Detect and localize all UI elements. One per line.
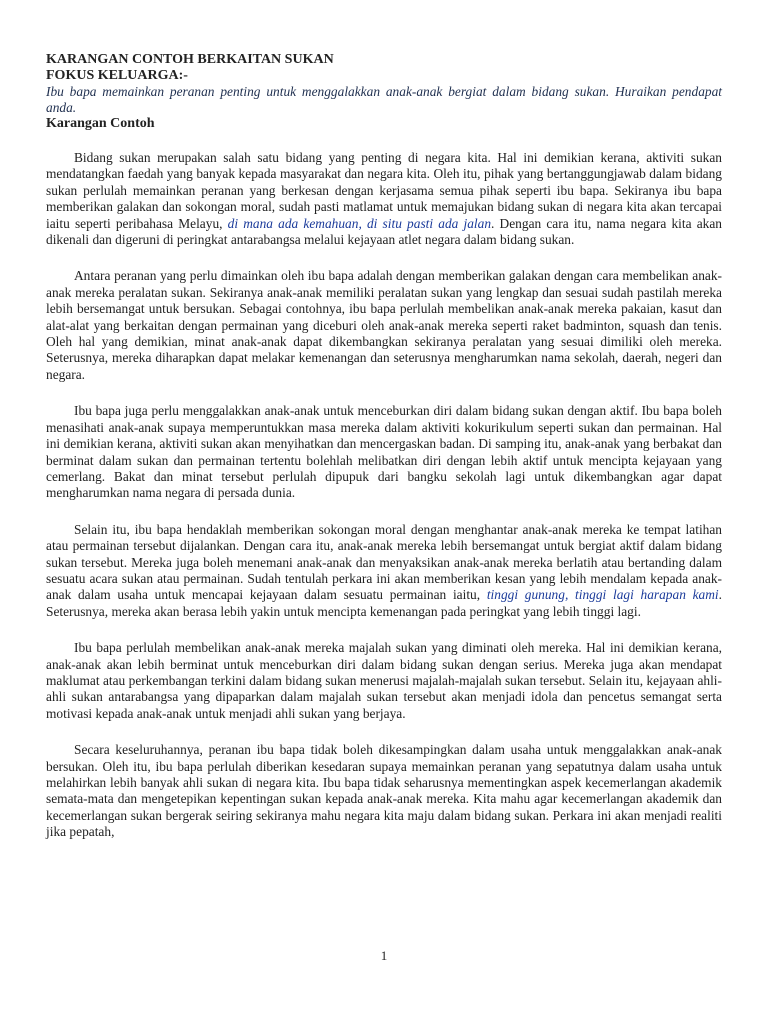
paragraph-equipment: Antara peranan yang perlu dimainkan oleh ibu bapa adalah dengan memberikan galakan dengan cara membelikan anak-anak mereka peralatan sukan. Sekiranya anak-anak memiliki peralatan sukan yang lengkap dan sesuai sudah pastilah mereka lebih bersemangat untuk bersukan. Sebagai contohnya, ibu bapa perlulah membelikan anak-anak mereka pakaian, kasut dan alat-alat yang berkaitan dengan permainan yang diceburi oleh anak-anak mereka seperti raket badminton, squash dan tenis. Oleh hal yang demikian, minat anak-anak dapat dikembangkan sekiranya peralatan yang sesuai dimiliki oleh mereka. Seterusnya, mereka diharapkan dapat melakar kemenangan dan seterusnya mengharumkan nama sekolah, daerah, negeri dan negara. xyxy=(46,268,722,382)
paragraph-moral-support xyxy=(46,522,722,620)
section-label: Karangan Contoh xyxy=(46,116,155,131)
page-number: 1 xyxy=(380,948,388,963)
paragraph-encouragement: Ibu bapa juga perlu menggalakkan anak-anak untuk menceburkan diri dalam bidang sukan dengan aktif. Ibu bapa boleh menasihati anak-anak supaya memperuntukkan masa mereka dalam aktiviti kokurikulum seperti sukan dan permainan. Hal ini demikian kerana, aktiviti sukan akan menyihatkan dan mencergaskan badan. Di samping itu, anak-anak yang berbakat dan berminat dalam sukan dan permainan tertentu bolehlah melibatkan diri dengan lebih aktif untuk mencipta kejayaan yang cemerlang. Bakat dan minat tersebut perlulah dipupuk dari bangku sekolah lagi untuk dikembangkan agar dapat mengharumkan nama negara di persada dunia. xyxy=(46,403,722,501)
essay-prompt: Ibu bapa memainkan peranan penting untuk menggalakkan anak-anak bergiat dalam bidang sukan. Huraikan pendapat anda. xyxy=(46,84,722,115)
paragraph-text: . Seterusnya, mereka akan berasa lebih yakin untuk mencipta kemenangan pada peringkat yang lebih tinggi lagi. xyxy=(46,587,723,619)
proverb-text: tinggi gunung, tinggi lagi harapan kami xyxy=(486,587,719,603)
proverb-text: di mana ada kemahuan, di situ pasti ada jalan xyxy=(227,215,492,231)
paragraph-text: . Dengan cara itu, nama negara kita akan dikenali dan digeruni di peringkat antarabangsa melalui kejayaan atlet negara dalam bidang sukan. xyxy=(46,215,723,248)
document-page xyxy=(46,52,722,841)
paragraph-intro xyxy=(46,150,722,248)
paragraph-text: Selain itu, ibu bapa hendaklah memberikan sokongan moral dengan menghantar anak-anak mereka ke tempat latihan atau permainan tersebut dijalankan. Dengan cara itu, anak-anak mereka lebih bersemangat untuk bergiat aktif dalam bidang sukan tersebut. Mereka juga boleh menemani anak-anak dan menyaksikan anak-anak mereka berlatih atau bertanding dalam sesuatu acara sukan atau permainan. Sudah tentulah perkara ini akan memberikan kesan yang lebih mendalam kepada anak-anak dalam usaha untuk mencapai kejayaan dalam sesuatu permainan iaitu, xyxy=(46,521,722,603)
focus-heading: FOKUS KELUARGA:- xyxy=(46,68,188,83)
paragraph-magazines: Ibu bapa perlulah membelikan anak-anak mereka majalah sukan yang diminati oleh mereka. Hal ini demikian kerana, anak-anak akan lebih berminat untuk menceburkan diri dalam bidang sukan dengan serius. Mereka juga akan mendapat maklumat atau perkembangan terkini dalam bidang sukan menerusi majalah-majalah sukan tersebut. Selain itu, kejayaan ahli-ahli sukan antarabangsa yang dipaparkan dalam majalah sukan tersebut akan menjadi idola dan pencetus semangat serta motivasi kepada anak-anak untuk menjadi ahli sukan yang berjaya. xyxy=(46,640,722,721)
document-title: KARANGAN CONTOH BERKAITAN SUKAN xyxy=(46,52,334,67)
paragraph-text: Bidang sukan merupakan salah satu bidang yang penting di negara kita. Hal ini demikian kerana, aktiviti sukan mendatangkan faedah yang banyak kepada masyarakat dan negara kita. Oleh itu, pihak yang bertanggungjawab dalam bidang sukan perlulah memainkan peranan yang berkesan dengan kerjasama semua pihak seperti ibu bapa. Sekiranya ibu bapa memberikan galakan dan sokongan moral, sudah pasti matlamat untuk memajukan bidang sukan di negara kita akan tercapai iaitu seperti peribahasa Melayu, xyxy=(46,150,722,231)
paragraph-conclusion: Secara keseluruhannya, peranan ibu bapa tidak boleh dikesampingkan dalam usaha untuk menggalakkan anak-anak bersukan. Oleh itu, ibu bapa perlulah diberikan kesedaran supaya memainkan peranan yang sepatutnya dalam usaha untuk melahirkan lebih banyak ahli sukan di negara kita. Ibu bapa tidak seharusnya mementingkan aspek kecemerlangan akademik semata-mata dan mengetepikan kepentingan sukan kepada anak-anak mereka. Kita mahu agar kecemerlangan akademik dan kecemerlangan sukan bergerak seiring sekiranya mahu negara kita maju dalam bidang sukan. Perkara ini akan menjadi realiti jika pepatah, xyxy=(46,742,722,840)
